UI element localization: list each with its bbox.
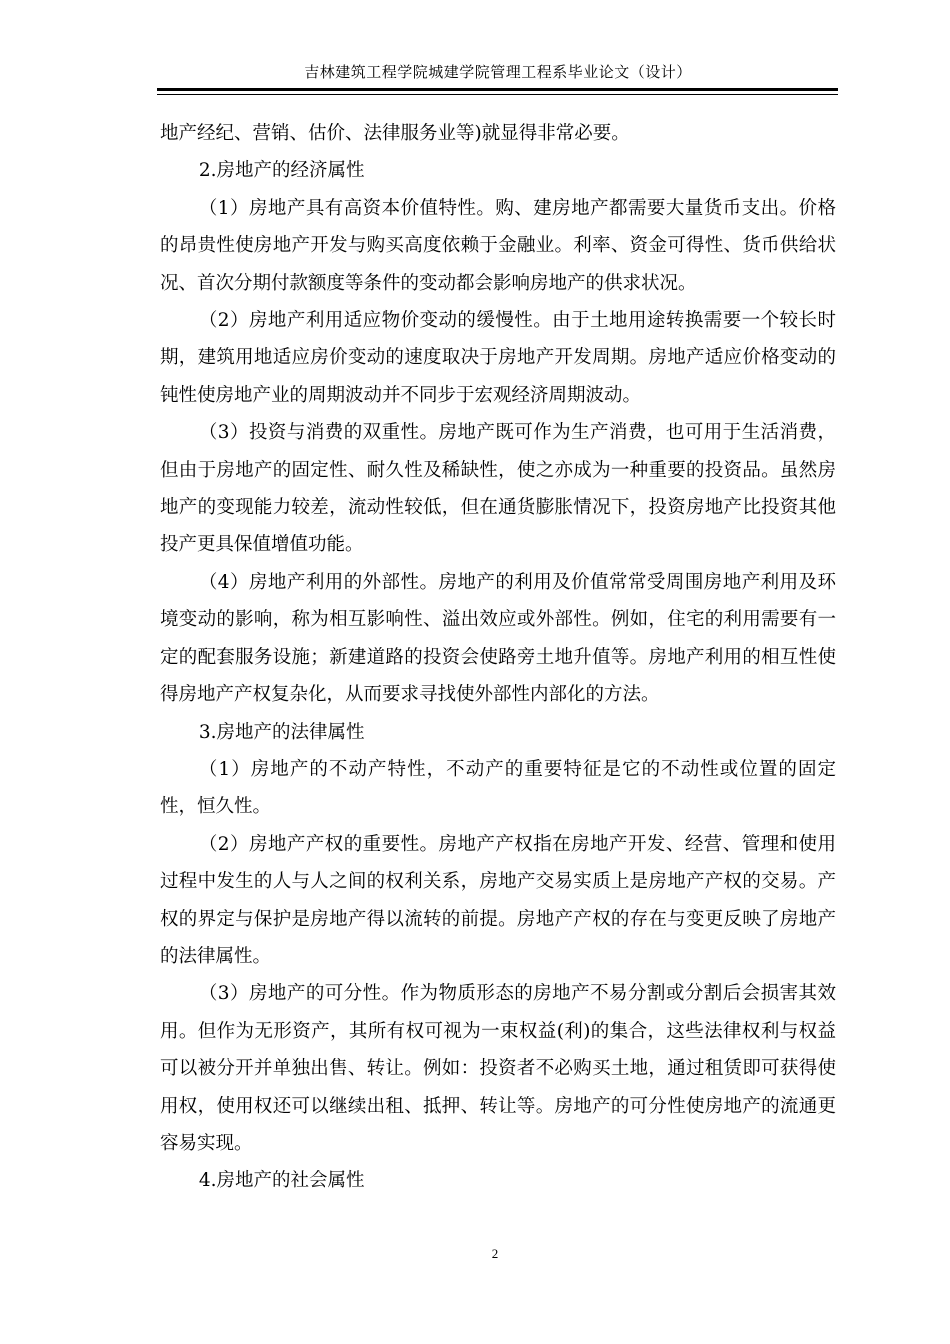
paragraph-economic-3: （3）投资与消费的双重性。房地产既可作为生产消费，也可用于生活消费，但由于房地产的固定性、耐久性及稀缺性，使之亦成为一种重要的投资品。虽然房地产的变现能力较差，流动性较低，但在通货膨胀情况下，投资房地产比投资其他投产更具保值增值功能。 (160, 422, 836, 556)
paragraph-legal-1: （1）房地产的不动产特性，不动产的重要特征是它的不动性或位置的固定性，恒久性。 (160, 758, 836, 818)
document-body (160, 115, 836, 1200)
section-heading-economic: 2.房地产的经济属性 (198, 160, 365, 182)
paragraph-economic-1: （1）房地产具有高资本价值特性。购、建房地产都需要大量货币支出。价格的昂贵性使房地产开发与购买高度依赖于金融业。利率、资金可得性、货币供给状况、首次分期付款额度等条件的变动都会影响房地产的供求状况。 (160, 197, 836, 294)
paragraph-economic-4: （4）房地产利用的外部性。房地产的利用及价值常常受周围房地产利用及环境变动的影响，称为相互影响性、溢出效应或外部性。例如，住宅的利用需要有一定的配套服务设施；新建道路的投资会使路旁土地升值等。房地产利用的相互性使得房地产产权复杂化，从而要求寻找使外部性内部化的方法。 (160, 571, 836, 706)
section-heading-legal: 3.房地产的法律属性 (198, 721, 365, 743)
section-heading-social: 4.房地产的社会属性 (198, 1170, 365, 1192)
page-header-title: 吉林建筑工程学院城建学院管理工程系毕业论文（设计） (304, 63, 692, 81)
paragraph-continuation: 地产经纪、营销、估价、法律服务业等)就显得非常必要。 (160, 123, 630, 144)
header-rule-thick (157, 88, 838, 91)
paragraph-economic-2: （2）房地产利用适应物价变动的缓慢性。由于土地用途转换需要一个较长时期，建筑用地适应房价变动的速度取决于房地产开发周期。房地产适应价格变动的钝性使房地产业的周期波动并不同步于宏观经济周期波动。 (160, 310, 836, 406)
paragraph-legal-2: （2）房地产产权的重要性。房地产产权指在房地产开发、经营、管理和使用过程中发生的人与人之间的权利关系，房地产交易实质上是房地产产权的交易。产权的界定与保护是房地产得以流转的前提。房地产产权的存在与变更反映了房地产的法律属性。 (160, 833, 836, 967)
paragraph-legal-3: （3）房地产的可分性。作为物质形态的房地产不易分割或分割后会损害其效用。但作为无形资产，其所有权可视为一束权益(利)的集合，这些法律权利与权益可以被分开并单独出售、转让。例如：投资者不必购买土地，通过租赁即可获得使用权，使用权还可以继续出租、抵押、转让等。房地产的可分性使房地产的流通更容易实现。 (160, 983, 836, 1154)
page-number: 2 (491, 1246, 499, 1261)
header-rule-thin (157, 94, 838, 95)
